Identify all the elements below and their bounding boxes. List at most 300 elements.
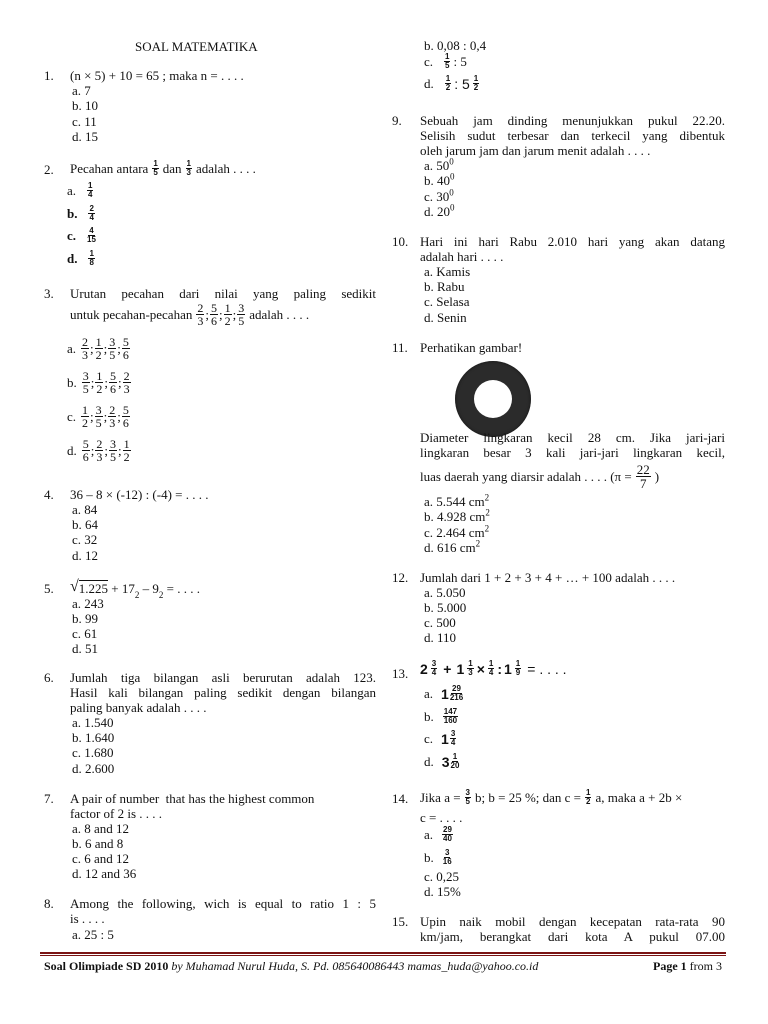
numerator: 1 [586, 788, 591, 797]
operator: × [476, 660, 485, 677]
option-b [424, 849, 453, 866]
footer-page [653, 959, 722, 974]
numerator: 1 [515, 659, 521, 668]
option-letter: c. [424, 731, 434, 746]
option-d [424, 753, 460, 770]
option-b: b. Rabu [424, 279, 465, 294]
option-d [424, 75, 480, 92]
numerator: 2 [96, 437, 103, 451]
fraction [87, 182, 93, 199]
question-text-line: Diameter lingkaran kecil 28 cm. Jika jari-jari [420, 430, 725, 445]
fraction [109, 438, 117, 463]
option-letter: d. [67, 443, 77, 458]
numerator: 3 [450, 729, 456, 738]
text: a. 5.544 cm [424, 494, 485, 509]
option-b: b. 64 [72, 517, 98, 532]
fraction [237, 302, 245, 327]
option-b: b. 5.000 [424, 600, 467, 615]
fraction [210, 302, 218, 327]
question-number: 10. [392, 234, 409, 249]
numerator: 3 [110, 437, 116, 451]
denominator: 2 [473, 83, 479, 92]
question-number: 4. [44, 487, 54, 502]
ratio [443, 53, 467, 70]
separator: ; [104, 443, 108, 458]
fraction [636, 463, 651, 490]
denominator: 20 [450, 761, 460, 770]
fraction [431, 660, 437, 677]
fraction [95, 404, 103, 429]
text: Jika a = [420, 790, 461, 805]
option-a [424, 156, 454, 173]
footer-divider [40, 952, 726, 954]
fraction [122, 404, 130, 429]
option-c: c. 0,25 [424, 869, 460, 884]
numerator: 1 [123, 437, 130, 451]
question-number: 11. [392, 340, 408, 355]
inner-circle [474, 380, 512, 418]
fraction [444, 53, 450, 70]
fraction [95, 438, 103, 463]
question-text: 36 – 8 × (-12) : (-4) = . . . . [70, 487, 209, 502]
fraction [122, 336, 130, 361]
fraction [95, 370, 103, 395]
option-b: b. 99 [72, 611, 98, 626]
option-d: d. 15 [72, 129, 98, 144]
question-text-line [420, 463, 659, 490]
question-number: 12. [392, 570, 409, 585]
option-a: a. 25 : 5 [72, 927, 114, 942]
denominator: 6 [110, 382, 116, 396]
fraction-list [81, 370, 132, 395]
footer-author: by Muhamad Nurul Huda, S. Pd. 085640086443 mamas_huda@yahoo.co.id [168, 959, 539, 973]
text: dan [162, 161, 182, 176]
fraction [109, 370, 117, 395]
separator: ; [90, 409, 94, 424]
option-letter: a. [424, 827, 434, 842]
option-a [67, 182, 94, 199]
denominator: 3 [82, 348, 89, 362]
denominator: 3 [96, 450, 103, 464]
separator: ; [90, 341, 94, 356]
text: – 9 [139, 581, 159, 596]
numerator: 5 [82, 437, 89, 451]
option-c: c. 1.680 [72, 745, 114, 760]
text: = . . . . [163, 581, 200, 596]
exponent: 2 [485, 507, 490, 518]
numerator: 3 [82, 369, 89, 383]
denominator: 2 [82, 416, 89, 430]
text: : 5 [453, 54, 467, 69]
numerator: 1 [96, 369, 103, 383]
denominator: 5 [238, 314, 245, 328]
numerator: 1 [95, 335, 102, 349]
question-text-line: is . . . . [70, 911, 105, 926]
question-text: Jumlah dari 1 + 2 + 3 + 4 + … + 100 adalah . . . . [420, 570, 676, 585]
fraction-list [80, 336, 131, 361]
fraction [108, 404, 116, 429]
separator: ; [117, 341, 121, 356]
numerator: 1 [473, 74, 479, 83]
denominator: 5 [153, 168, 158, 177]
option-d: d. 12 [72, 548, 98, 563]
denominator: 4 [488, 668, 494, 677]
option-letter: d. [67, 251, 78, 266]
option-letter: d. [424, 76, 434, 91]
denominator: 216 [449, 693, 464, 702]
option-d: d. 110 [424, 630, 457, 645]
whole: 3 [441, 753, 450, 770]
numerator: 2 [197, 301, 204, 315]
exponent: 2 [484, 523, 490, 534]
fraction [87, 227, 96, 244]
page-title: SOAL MATEMATIKA [135, 39, 258, 54]
option-b [424, 171, 455, 188]
question-number: 6. [44, 670, 54, 685]
numerator: 1 [224, 301, 231, 315]
whole: 1 [441, 730, 449, 747]
text: a, maka a + 2b × [595, 790, 683, 805]
numerator: 22 [636, 462, 650, 477]
fraction [443, 849, 452, 866]
question-number: 3. [44, 286, 54, 301]
question-number: 7. [44, 791, 54, 806]
fraction [82, 438, 90, 463]
denominator: 7 [639, 476, 647, 491]
page-number: Page 1 [653, 959, 687, 973]
numerator: 4 [89, 226, 94, 235]
option-a: a. 243 [72, 596, 104, 611]
operator: : [497, 660, 502, 677]
fraction [108, 336, 116, 361]
denominator: 5 [445, 61, 450, 70]
option-letter: a. [424, 686, 434, 701]
separator: ; [118, 375, 122, 390]
separator: ; [232, 307, 237, 322]
option-a [67, 336, 131, 361]
denominator: 5 [95, 416, 102, 430]
option-letter: c. [67, 228, 77, 243]
radicand: 1.225 [78, 581, 109, 596]
fraction [451, 753, 460, 770]
question-text [420, 660, 567, 677]
question-text-line: lingkaran besar 3 kali jari-jari lingkaran kecil, [420, 445, 725, 460]
option-c [424, 187, 454, 204]
denominator: 3 [123, 382, 130, 396]
option-letter: b. [67, 206, 78, 221]
denominator: 4 [431, 668, 437, 677]
text: c. 30 [424, 189, 450, 204]
denominator: 6 [82, 450, 89, 464]
separator: ; [218, 307, 223, 322]
option-a: a. 8 and 12 [72, 821, 130, 836]
option-c: c. 61 [72, 626, 98, 641]
option-c [67, 227, 97, 244]
denominator: 2 [96, 382, 103, 396]
fraction-list [80, 404, 131, 429]
question-text: (n × 5) + 10 = 65 ; maka n = . . . . [70, 68, 244, 83]
text: = . . . . [527, 660, 567, 677]
whole: 1 [456, 660, 465, 677]
text: Pecahan antara [70, 161, 149, 176]
numerator: 1 [186, 159, 191, 168]
fraction [123, 370, 131, 395]
numerator: 3 [465, 788, 470, 797]
option-c: c. 6 and 12 [72, 851, 130, 866]
question-text-line: oleh jarum jam dan jarum menit adalah . . . . [420, 143, 651, 158]
numerator: 3 [109, 335, 116, 349]
numerator: 5 [122, 335, 129, 349]
numerator: 1 [445, 74, 451, 83]
question-text-line: factor of 2 is . . . . [70, 806, 163, 821]
option-a: a. 84 [72, 502, 98, 517]
question-number: 5. [44, 581, 54, 596]
question-text-line: adalah hari . . . . [420, 249, 504, 264]
numerator: 1 [452, 752, 458, 761]
question-number: 9. [392, 113, 402, 128]
question-text-line: paling banyak adalah . . . . [70, 700, 207, 715]
denominator: 6 [122, 348, 129, 362]
option-d: d. 12 and 36 [72, 866, 137, 881]
fraction [82, 370, 90, 395]
question-number: 1. [44, 68, 54, 83]
numerator: 5 [110, 369, 116, 383]
numerator: 1 [468, 659, 473, 668]
option-b [424, 507, 490, 524]
fraction [81, 336, 89, 361]
question-text-line: Hari ini hari Rabu 2.010 hari yang akan datang [420, 234, 725, 249]
denominator: 16 [442, 857, 452, 866]
sqrt-icon: √ [70, 578, 79, 595]
separator: ; [103, 409, 108, 424]
denominator: 2 [123, 450, 130, 464]
footer-divider [40, 955, 726, 956]
denominator: 160 [443, 716, 458, 725]
denominator: 2 [445, 83, 451, 92]
numerator: 1 [88, 181, 93, 190]
separator: ; [103, 341, 108, 356]
numerator: 2 [123, 369, 130, 383]
denominator: 5 [82, 382, 89, 396]
separator: ; [117, 409, 121, 424]
fraction [443, 708, 458, 725]
annulus-figure [455, 361, 531, 437]
denominator: 9 [515, 668, 521, 677]
option-letter: a. [67, 183, 77, 198]
numerator: 1 [153, 159, 158, 168]
question-number: 8. [44, 896, 54, 911]
option-letter: c. [424, 54, 434, 69]
fraction-list [81, 438, 132, 463]
denominator: 6 [210, 314, 217, 328]
option-d: d. 2.600 [72, 761, 115, 776]
option-c: c. Selasa [424, 294, 470, 309]
option-d: d. 51 [72, 641, 98, 656]
option-b: b. 10 [72, 98, 98, 113]
option-a [424, 492, 490, 509]
fraction [152, 160, 158, 177]
question-text-line: Sebuah jam dinding menunjukkan pukul 22.20. [420, 113, 725, 128]
question-text-line [420, 789, 682, 806]
denominator: 5 [110, 450, 116, 464]
question-text-line [70, 302, 309, 327]
text: b; b = 25 %; dan c = [475, 790, 582, 805]
option-letter: a. [67, 341, 77, 356]
fraction [465, 789, 471, 806]
text: c. 2.464 cm [424, 525, 485, 540]
option-b [67, 205, 96, 222]
numerator: 1 [445, 52, 450, 61]
option-a [424, 826, 454, 843]
option-a: a. 5.050 [424, 585, 466, 600]
text: ) [654, 469, 660, 484]
option-c: c. 11 [72, 114, 97, 129]
option-a [424, 685, 464, 702]
fraction [585, 789, 591, 806]
question-number: 15. [392, 914, 409, 929]
option-b [424, 708, 459, 725]
option-d: d. 15% [424, 884, 461, 899]
degree: 0 [449, 187, 454, 198]
option-d [424, 202, 455, 219]
text: luas daerah yang diarsir adalah . . . . (π = [420, 469, 632, 484]
question-number: 13. [392, 666, 409, 681]
option-a: a. 7 [72, 83, 91, 98]
question-text-line: km/jam, berangkat dari kota A pukul 07.00 [420, 929, 725, 944]
option-d [424, 538, 481, 555]
degree: 0 [450, 171, 455, 182]
numerator: 2 [82, 335, 89, 349]
option-d [67, 250, 96, 267]
option-letter: b. [67, 375, 77, 390]
option-letter: b. [424, 709, 434, 724]
question-text-line: c = . . . . [420, 810, 463, 825]
operator: + [443, 660, 452, 677]
separator: ; [90, 443, 95, 458]
fraction [488, 660, 494, 677]
fraction [515, 660, 521, 677]
question-text-line: Hasil kali bilangan paling sedikit dengan bilangan [70, 685, 376, 700]
fraction [88, 205, 94, 222]
text: d. 616 cm [424, 540, 476, 555]
numerator: 1 [89, 249, 94, 258]
denominator: 3 [468, 668, 473, 677]
fraction [450, 685, 463, 702]
fraction [186, 160, 192, 177]
option-d: d. Senin [424, 310, 467, 325]
text: b. 40 [424, 173, 450, 188]
degree: 0 [449, 156, 454, 167]
denominator: 3 [186, 168, 191, 177]
option-c: c. 500 [424, 615, 456, 630]
text: + 17 [108, 581, 135, 596]
option-b: b. 0,08 : 0,4 [424, 38, 487, 53]
fraction [123, 438, 131, 463]
footer-title: Soal Olimpiade SD 2010 [44, 959, 169, 973]
numerator: 2 [89, 204, 94, 213]
separator: ; [90, 375, 95, 390]
denominator: 5 [465, 797, 470, 806]
whole: 1 [504, 660, 512, 677]
denominator: 8 [89, 258, 94, 267]
option-c [424, 730, 457, 747]
fraction [196, 302, 204, 327]
numerator: 2 [109, 403, 116, 417]
denominator: 4 [88, 190, 93, 199]
exponent: 2 [484, 492, 490, 503]
fraction [88, 250, 94, 267]
numerator: 3 [444, 848, 450, 857]
numerator: 1 [488, 659, 494, 668]
text: d. 20 [424, 204, 450, 219]
degree: 0 [450, 202, 455, 213]
text: b. 4.928 cm [424, 509, 486, 524]
question-text-line: Upin naik mobil dengan kecepatan rata-rata 90 [420, 914, 725, 929]
fraction [450, 730, 456, 747]
denominator: 15 [87, 235, 96, 244]
numerator: 29 [452, 684, 461, 693]
mixed-number [441, 730, 457, 747]
numerator: 1 [82, 403, 89, 417]
question-text-line: Among the following, wich is equal to ratio 1 : 5 [70, 896, 376, 911]
option-a: a. Kamis [424, 264, 471, 279]
numerator: 3 [238, 301, 245, 315]
option-c [424, 53, 467, 70]
text: adalah . . . . [196, 161, 256, 176]
numerator: 3 [95, 403, 102, 417]
denominator: 6 [122, 416, 129, 430]
denominator: 2 [586, 797, 591, 806]
option-letter: c. [67, 409, 77, 424]
numerator: 5 [210, 301, 217, 315]
ratio [444, 75, 480, 92]
option-b [67, 370, 132, 395]
numerator: 29 [443, 825, 452, 834]
option-c [424, 523, 490, 540]
text: : 5 [454, 75, 470, 92]
fraction [445, 75, 451, 92]
denominator: 2 [95, 348, 102, 362]
denominator: 40 [443, 834, 452, 843]
exponent: 2 [475, 538, 481, 549]
whole: 2 [420, 660, 428, 677]
text: adalah . . . . [249, 307, 310, 322]
fraction [81, 404, 89, 429]
text: untuk pecahan-pecahan [70, 307, 193, 322]
question-text [70, 160, 256, 177]
denominator: 4 [89, 213, 94, 222]
fraction [467, 660, 473, 677]
option-b: b. 6 and 8 [72, 836, 124, 851]
question-number: 14. [392, 791, 409, 806]
denominator: 5 [109, 348, 116, 362]
footer-credit [44, 959, 538, 974]
option-c: c. 32 [72, 532, 98, 547]
numerator: 147 [443, 707, 458, 716]
fraction [442, 826, 453, 843]
denominator: 3 [109, 416, 116, 430]
question-text-line: A pair of number that has the highest common [70, 791, 315, 806]
fraction [95, 336, 103, 361]
numerator: 3 [431, 659, 437, 668]
fraction [224, 302, 232, 327]
question-text: √ 1.225 + 17 2 – 9 2 = . . . . [70, 578, 200, 600]
page-total: from 3 [686, 959, 722, 973]
separator: ; [104, 375, 108, 390]
denominator: 4 [450, 738, 456, 747]
denominator: 2 [224, 314, 231, 328]
option-letter: b. [424, 850, 434, 865]
